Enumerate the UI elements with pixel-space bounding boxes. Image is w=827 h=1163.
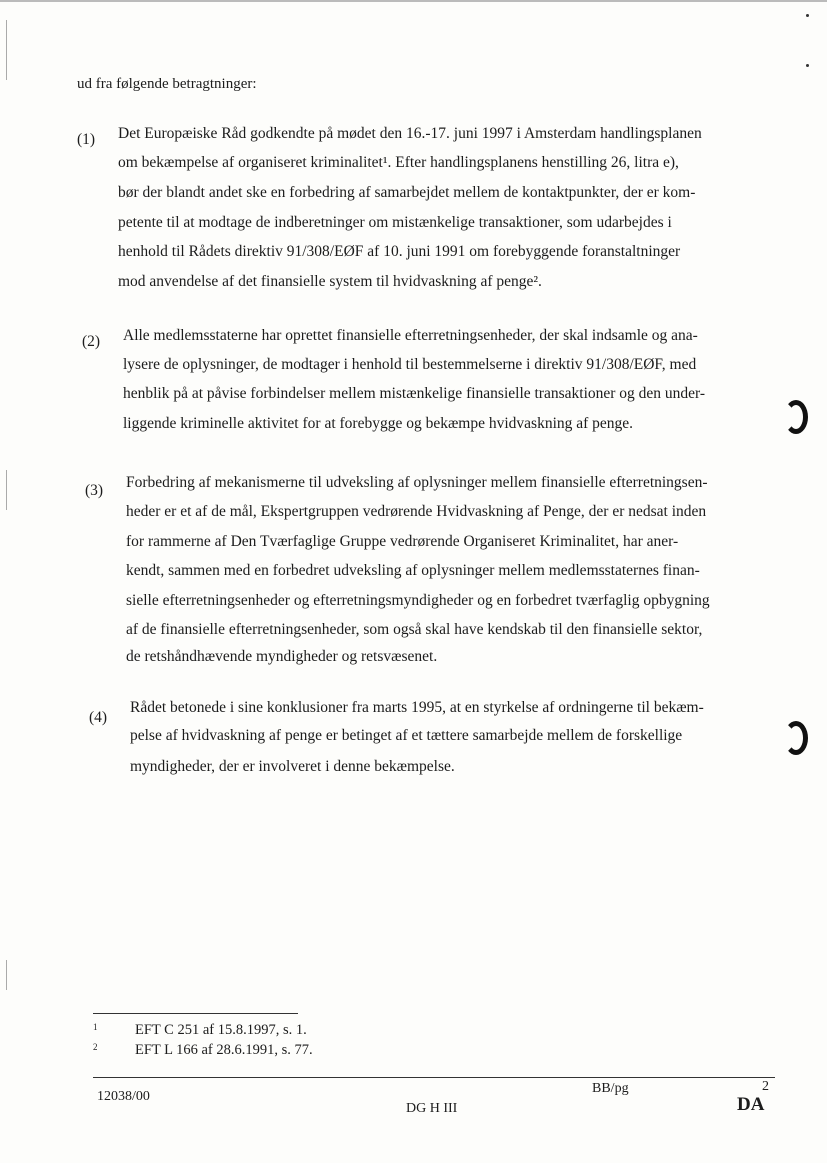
doc-number: 12038/00	[97, 1089, 150, 1104]
page-number: 2	[762, 1079, 769, 1094]
recital-number: (1)	[77, 131, 96, 148]
recital-line: Forbedring af mekanismerne til udveksling af oplysninger mellem finansielle efterretningsen-	[126, 474, 708, 491]
punch-hole	[784, 721, 808, 755]
scan-edge-top	[0, 0, 827, 2]
footnote-mark: 1	[93, 1022, 98, 1032]
punch-hole	[784, 400, 808, 434]
footnote-text: EFT L 166 af 28.6.1991, s. 77.	[135, 1042, 313, 1058]
recital-line: henhold til Rådets direktiv 91/308/EØF af 10. juni 1991 om forebyggende foranstaltninger	[118, 243, 681, 260]
recital-line: liggende kriminelle aktivitet for at forebygge og bekæmpe hvidvaskning af penge.	[123, 415, 634, 432]
footnote-text: EFT C 251 af 15.8.1997, s. 1.	[135, 1022, 307, 1038]
language-code: DA	[737, 1094, 765, 1115]
scan-edge-left	[6, 470, 7, 510]
scan-speck	[806, 14, 809, 17]
footer-rule	[93, 1077, 775, 1078]
scan-speck	[806, 64, 809, 67]
recital-line: kendt, sammen med en forbedret udveksling af oplysninger mellem medlemsstaternes finan-	[126, 562, 700, 579]
scan-edge-left	[6, 960, 7, 990]
initials: BB/pg	[592, 1081, 629, 1096]
intro-text: ud fra følgende betragtninger:	[77, 76, 257, 92]
scan-edge-left	[6, 20, 7, 80]
recital-line: Alle medlemsstaterne har oprettet finansielle efterretningsenheder, der skal indsamle og ana-	[123, 327, 698, 344]
recital-line: Rådet betonede i sine konklusioner fra marts 1995, at en styrkelse af ordningerne til bekæm-	[130, 699, 704, 716]
recital-line: bør der blandt andet ske en forbedring af samarbejdet mellem de kontaktpunkter, der er kom-	[118, 184, 696, 201]
recital-line: de retshåndhævende myndigheder og retsvæsenet.	[126, 648, 438, 665]
recital-line: Det Europæiske Råd godkendte på mødet den 16.-17. juni 1997 i Amsterdam handlingsplanen	[118, 125, 702, 142]
recital-line: lysere de oplysninger, de modtager i henhold til bestemmelserne i direktiv 91/308/EØF, med	[123, 356, 697, 373]
recital-line: henblik på at påvise forbindelser mellem mistænkelige finansielle transaktioner og den under-	[123, 385, 706, 402]
recital-line: for rammerne af Den Tværfaglige Gruppe vedrørende Organiseret Kriminalitet, har aner-	[126, 533, 679, 550]
recital-number: (3)	[85, 482, 104, 499]
recital-line: myndigheder, der er involveret i denne bekæmpelse.	[130, 758, 455, 775]
footnote-mark: 2	[93, 1042, 98, 1052]
recital-number: (4)	[89, 709, 108, 726]
recital-line: petente til at modtage de indberetninger om mistænkelige transaktioner, som udarbejdes i	[118, 214, 672, 231]
footnote-rule	[93, 1013, 298, 1014]
department: DG H III	[406, 1101, 458, 1116]
recital-line: sielle efterretningsenheder og efterretningsmyndigheder og en forbedret tværfaglig opbygning	[126, 592, 710, 609]
recital-line: heder er et af de mål, Ekspertgruppen vedrørende Hvidvaskning af Penge, der er nedsat inden	[126, 503, 707, 520]
recital-line: af de finansielle efterretningsenheder, som også skal have kendskab til den finansielle sektor,	[126, 621, 703, 638]
recital-line: mod anvendelse af det finansielle system til hvidvaskning af penge².	[118, 273, 542, 290]
recital-number: (2)	[82, 333, 101, 350]
recital-line: pelse af hvidvaskning af penge er betinget af et tættere samarbejde mellem de forskellige	[130, 727, 683, 744]
recital-line: om bekæmpelse af organiseret kriminalitet¹. Efter handlingsplanens henstilling 26, litra e),	[118, 154, 679, 171]
